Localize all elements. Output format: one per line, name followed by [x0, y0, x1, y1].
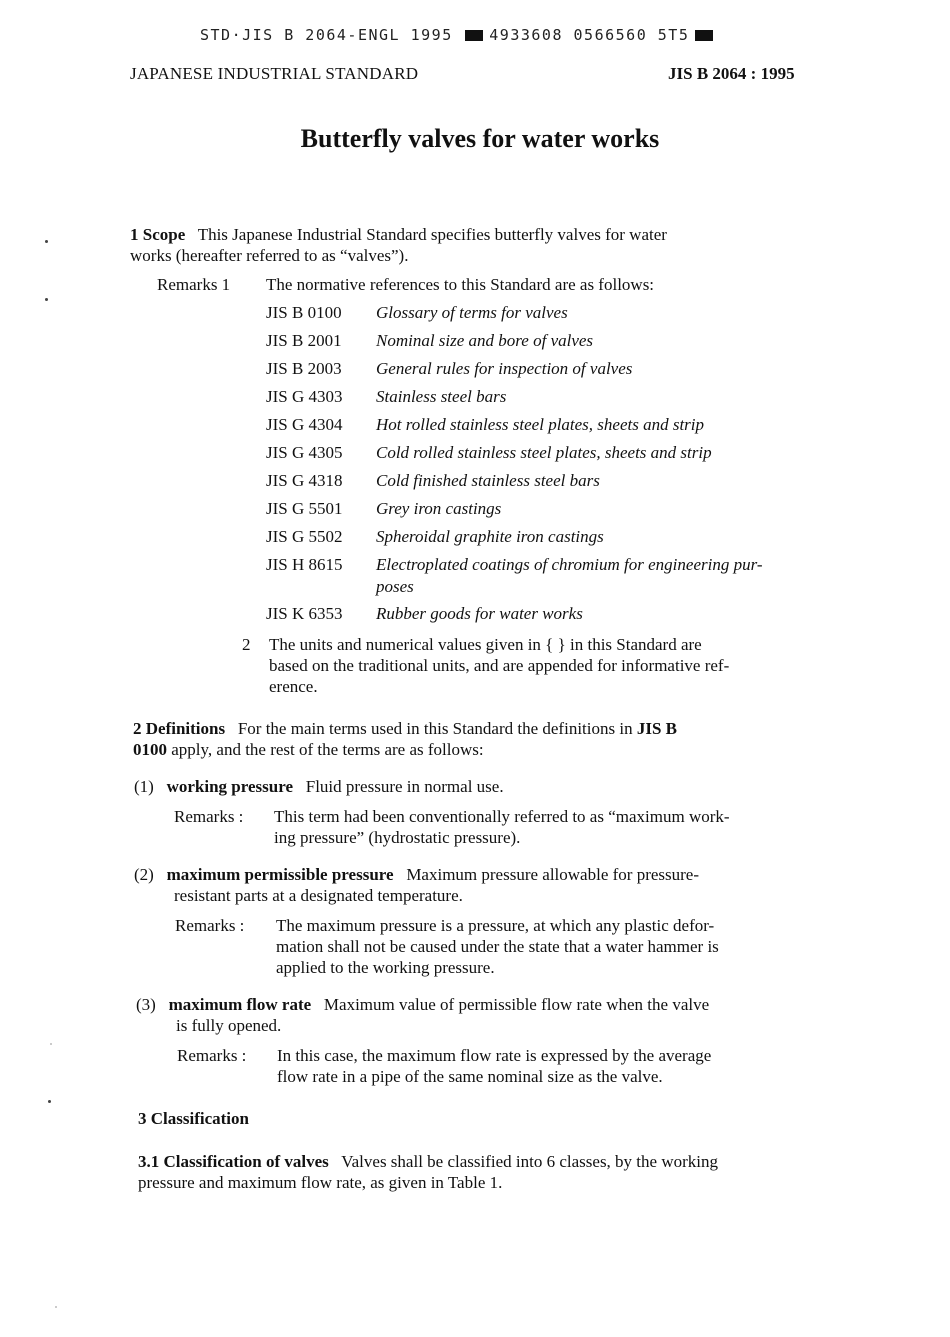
reference-code: JIS G 4304 — [266, 415, 343, 434]
term-definition-line-2: is fully opened. — [176, 1016, 282, 1035]
reference-title: Cold finished stainless steel bars — [376, 471, 600, 490]
classification-sub-heading: 3.1 Classification of valves — [138, 1152, 329, 1171]
classification-heading — [138, 1108, 249, 1129]
term-number: (1) — [134, 777, 154, 796]
term-name: maximum permissible pressure — [166, 865, 394, 884]
definitions-section — [133, 718, 853, 760]
remarks-2-line-3: erence. — [269, 677, 318, 696]
term-remarks-line-1: In this case, the maximum flow rate is expressed by the average — [277, 1046, 712, 1065]
classification-text-1: Valves shall be classified into 6 classes, by the working — [341, 1152, 718, 1171]
term-definition: Maximum value of permissible flow rate when the valve — [323, 995, 710, 1014]
scope-heading: 1 Scope — [130, 225, 186, 244]
stamp-block-left — [465, 30, 483, 41]
reference-code: JIS G 5501 — [266, 499, 343, 518]
term-number: (2) — [134, 865, 154, 884]
term-definition-line-2: resistant parts at a designated temperature. — [174, 886, 463, 905]
reference-code: JIS B 2003 — [266, 359, 342, 378]
document-stamp — [200, 26, 713, 44]
stamp-left: STD·JIS B 2064-ENGL 1995 — [200, 26, 453, 44]
term-name: maximum flow rate — [168, 995, 312, 1014]
definitions-line-1 — [133, 718, 853, 739]
remarks-1-label: Remarks 1 — [157, 275, 231, 294]
scope-section — [130, 224, 850, 266]
term-definition: Maximum pressure allowable for pressure- — [406, 865, 699, 884]
reference-title: General rules for inspection of valves — [376, 359, 633, 378]
term-line-1 — [136, 994, 709, 1015]
reference-code: JIS G 5502 — [266, 527, 343, 546]
term-name: working pressure — [166, 777, 293, 796]
reference-title: Nominal size and bore of valves — [376, 331, 594, 350]
definitions-heading: 2 Definitions — [133, 719, 226, 738]
term-3 — [136, 994, 709, 1036]
header-standard-number: JIS B 2064 : 1995 — [668, 64, 795, 83]
remarks-2-line-1: The units and numerical values given in { } in this Standard are — [269, 635, 702, 654]
remarks-2-number: 2 — [242, 635, 251, 654]
term-remarks-line-2: flow rate in a pipe of the same nominal size as the valve. — [277, 1067, 663, 1086]
term-remarks-line-3: applied to the working pressure. — [276, 958, 495, 977]
term-2 — [134, 864, 699, 906]
classification-text-2: pressure and maximum flow rate, as given in Table 1. — [138, 1173, 503, 1192]
term-remarks-line-2: ing pressure” (hydrostatic pressure). — [274, 828, 521, 847]
term-remarks-line-1: This term had been conventionally referred to as “maximum work- — [274, 807, 730, 826]
reference-title: Hot rolled stainless steel plates, sheets and strip — [376, 415, 705, 434]
term-definition: Fluid pressure in normal use. — [305, 777, 504, 796]
stamp-right: 4933608 0566560 5T5 — [489, 26, 690, 44]
reference-title-line-1: Electroplated coatings of chromium for engineering pur- — [376, 555, 763, 574]
classification-valves-line-1 — [138, 1151, 858, 1172]
reference-code: JIS G 4318 — [266, 471, 343, 490]
term-remarks-label: Remarks : — [174, 807, 244, 826]
page-title: Butterfly valves for water works — [300, 124, 660, 153]
reference-code: JIS B 2001 — [266, 331, 342, 350]
term-1 — [134, 776, 504, 797]
reference-title: Rubber goods for water works — [376, 604, 583, 623]
term-remarks — [274, 806, 730, 848]
term-remarks-label: Remarks : — [177, 1046, 247, 1065]
reference-title: Grey iron castings — [376, 499, 502, 518]
remarks-2-line-2: based on the traditional units, and are appended for informative ref- — [269, 656, 730, 675]
scope-text-1: This Japanese Industrial Standard specifies butterfly valves for water — [197, 225, 667, 244]
reference-code: JIS H 8615 — [266, 555, 343, 574]
scope-text-2: works (hereafter referred to as “valves”). — [130, 246, 409, 265]
reference-code: JIS B 0100 — [266, 303, 342, 322]
scan-speck — [45, 298, 48, 301]
definitions-ref-2: 0100 — [133, 740, 167, 759]
term-remarks-line-1: The maximum pressure is a pressure, at which any plastic defor- — [276, 916, 715, 935]
definitions-text-2: apply, and the rest of the terms are as follows: — [171, 740, 484, 759]
scan-speck — [45, 240, 48, 243]
term-remarks — [277, 1045, 711, 1087]
reference-code: JIS G 4305 — [266, 443, 343, 462]
reference-code: JIS G 4303 — [266, 387, 343, 406]
classification-heading-text: 3 Classification — [138, 1109, 249, 1128]
reference-title: Glossary of terms for valves — [376, 303, 568, 322]
classification-valves — [138, 1151, 858, 1193]
definitions-line-2 — [133, 739, 853, 760]
definitions-text-1: For the main terms used in this Standard the definitions in — [237, 719, 633, 738]
remarks-2-text — [269, 634, 849, 697]
scan-speck — [55, 1306, 57, 1308]
term-remarks-label: Remarks : — [175, 916, 245, 935]
remarks-1 — [157, 274, 230, 295]
definitions-ref-1: JIS B — [636, 719, 677, 738]
term-remarks — [276, 915, 719, 978]
term-number: (3) — [136, 995, 156, 1014]
scope-line-1 — [130, 224, 850, 245]
remarks-1-text: The normative references to this Standard are as follows: — [266, 275, 655, 294]
reference-title: Stainless steel bars — [376, 387, 507, 406]
term-line-1 — [134, 864, 699, 885]
reference-title-line-2: poses — [376, 577, 414, 596]
header-standard-name: JAPANESE INDUSTRIAL STANDARD — [130, 64, 419, 83]
stamp-block-right — [695, 30, 713, 41]
scan-speck — [48, 1100, 51, 1103]
reference-title: Spheroidal graphite iron castings — [376, 527, 604, 546]
reference-title: Cold rolled stainless steel plates, sheets and strip — [376, 443, 712, 462]
reference-code: JIS K 6353 — [266, 604, 343, 623]
scan-speck — [50, 1043, 52, 1045]
term-remarks-line-2: mation shall not be caused under the state that a water hammer is — [276, 937, 719, 956]
